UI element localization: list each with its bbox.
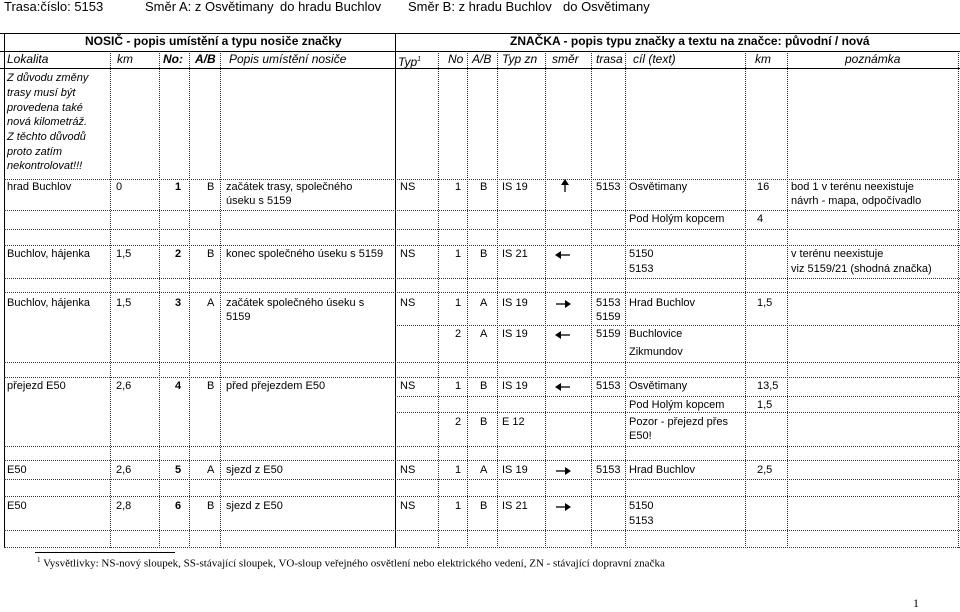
note-line: provedena také <box>7 102 83 114</box>
footnote-ref: 1 <box>417 56 422 63</box>
arrow-right-icon <box>555 299 571 309</box>
cell-sign-ab: A <box>480 328 488 340</box>
col-header-no2: No <box>448 52 464 66</box>
cell-target: Hrad Buchlov <box>629 464 696 476</box>
cell-carrier-location: konec společného úseku s 5159 <box>226 248 384 260</box>
cell-type: NS <box>400 500 416 512</box>
col-header-ab: A/B <box>195 52 216 66</box>
arrow-right-icon <box>555 502 571 512</box>
cell-sign-ab: B <box>480 416 488 428</box>
cell-sign-no: 1 <box>455 464 462 476</box>
col-header-no: No: <box>163 52 183 66</box>
col-header-type-label: Typ <box>398 55 418 69</box>
cell-no: 2 <box>175 248 182 260</box>
cell-ab: A <box>207 464 215 476</box>
cell-carrier-location: sjezd z E50 <box>226 464 283 476</box>
cell-carrier-location: před přejezdem E50 <box>226 380 326 392</box>
cell-locality: E50 <box>7 500 27 512</box>
cell-route: 5153 <box>596 380 621 392</box>
cell-no: 5 <box>175 464 182 476</box>
footnote-text: Vysvětlivky: NS-nový sloupek, SS-stávající sloupek, VO-sloup veřejného osvětlení nebo elektrického vedení, ZN - stávající dopravní značka <box>43 557 665 570</box>
cell-route: 5150 <box>629 500 654 512</box>
col-header-carrier-location: Popis umístění nosiče <box>229 52 347 66</box>
col-header-note: poznámka <box>845 52 901 66</box>
cell-ab: B <box>207 500 215 512</box>
col-header-type <box>398 53 421 69</box>
cell-sign-km: 16 <box>757 181 770 193</box>
cell-sign-no: 2 <box>455 416 462 428</box>
cell-sign-type: IS 19 <box>502 181 528 193</box>
cell-km: 1,5 <box>116 248 132 260</box>
col-header-target: cíl (text) <box>633 52 676 66</box>
cell-sign-ab: A <box>480 297 488 309</box>
cell-sign-km: 1,5 <box>757 399 773 411</box>
cell-no: 4 <box>175 380 182 392</box>
cell-carrier-location: začátek trasy, společného <box>226 181 353 193</box>
direction-b: Směr B: z hradu Buchlov <box>408 0 552 14</box>
cell-sign-no: 1 <box>455 181 462 193</box>
cell-sign-no: 1 <box>455 380 462 392</box>
cell-route: 5153 <box>596 297 621 309</box>
arrow-left-icon <box>555 250 571 260</box>
arrow-left-icon <box>555 382 571 392</box>
cell-sign-type: IS 21 <box>502 248 528 260</box>
group-header-sign: ZNAČKA - popis typu značky a textu na značce: původní / nová <box>510 34 870 48</box>
cell-route: 5159 <box>596 328 621 340</box>
cell-note: viz 5159/21 (shodná značka) <box>791 263 932 275</box>
cell-sign-ab: B <box>480 248 488 260</box>
direction-a-to: do hradu Buchlov <box>280 0 382 14</box>
cell-route: 5153 <box>596 464 621 476</box>
group-header-carrier: NOSIČ - popis umístění a typu nosiče značky <box>85 34 342 48</box>
col-header-ab2: A/B <box>472 52 492 66</box>
route-number: Trasa:číslo: 5153 <box>4 0 104 14</box>
cell-sign-type: E 12 <box>502 416 525 428</box>
cell-no: 1 <box>175 181 182 193</box>
cell-km: 2,6 <box>116 464 132 476</box>
cell-sign-ab: A <box>480 464 488 476</box>
note-line: proto zatím <box>7 146 63 158</box>
cell-sign-no: 1 <box>455 500 462 512</box>
cell-target: Osvětimany <box>629 380 688 392</box>
cell-carrier-location: 5159 <box>226 311 251 323</box>
cell-sign-type: IS 19 <box>502 297 528 309</box>
cell-km: 2,8 <box>116 500 132 512</box>
cell-type: NS <box>400 297 416 309</box>
cell-note: bod 1 v terénu neexistuje <box>791 181 914 193</box>
cell-target: Zikmundov <box>629 346 683 358</box>
page-number: 1 <box>913 596 919 610</box>
cell-locality: Buchlov, hájenka <box>7 248 90 260</box>
note-line: nová kilometráž. <box>7 116 88 128</box>
direction-b-to: do Osvětimany <box>563 0 650 14</box>
col-header-km: km <box>117 52 133 66</box>
cell-route: 5159 <box>596 311 621 323</box>
cell-target: Pod Holým kopcem <box>629 213 725 225</box>
arrow-up-icon <box>559 179 571 193</box>
cell-target: Osvětimany <box>629 181 688 193</box>
cell-sign-ab: B <box>480 500 488 512</box>
cell-km: 2,6 <box>116 380 132 392</box>
cell-km: 0 <box>116 181 123 193</box>
cell-no: 3 <box>175 297 182 309</box>
cell-type: NS <box>400 181 416 193</box>
cell-note: v terénu neexistuje <box>791 248 884 260</box>
col-header-direction: směr <box>552 52 579 66</box>
cell-locality: Buchlov, hájenka <box>7 297 90 309</box>
cell-no: 6 <box>175 500 182 512</box>
arrow-left-icon <box>555 330 571 340</box>
note-line: Z důvodu změny <box>7 72 89 84</box>
cell-carrier-location: sjezd z E50 <box>226 500 283 512</box>
cell-sign-no: 2 <box>455 328 462 340</box>
note-line: nekontrolovat!!! <box>7 160 83 172</box>
cell-sign-no: 1 <box>455 248 462 260</box>
cell-sign-ab: B <box>480 181 488 193</box>
col-header-km2: km <box>755 52 771 66</box>
cell-route: 5153 <box>629 263 654 275</box>
cell-sign-type: IS 21 <box>502 500 528 512</box>
direction-a: Směr A: z Osvětimany <box>145 0 274 14</box>
cell-km: 1,5 <box>116 297 132 309</box>
cell-type: NS <box>400 464 416 476</box>
cell-target: Pozor - přejezd přes <box>629 416 729 428</box>
cell-target: Hrad Buchlov <box>629 297 696 309</box>
col-header-locality: Lokalita <box>7 52 49 66</box>
cell-sign-km: 4 <box>757 213 764 225</box>
cell-ab: B <box>207 248 215 260</box>
cell-sign-ab: B <box>480 380 488 392</box>
cell-route: 5153 <box>596 181 621 193</box>
cell-ab: B <box>207 380 215 392</box>
cell-sign-km: 13,5 <box>757 380 779 392</box>
cell-ab: A <box>207 297 215 309</box>
note-line: trasy musí být <box>7 87 76 99</box>
cell-sign-km: 2,5 <box>757 464 773 476</box>
cell-target: Buchlovice <box>629 328 683 340</box>
cell-target: Pod Holým kopcem <box>629 399 725 411</box>
cell-ab: B <box>207 181 215 193</box>
arrow-right-icon <box>555 466 571 476</box>
note-line: Z těchto důvodů <box>7 131 86 143</box>
footnote-mark: 1 <box>37 556 41 564</box>
cell-sign-no: 1 <box>455 297 462 309</box>
col-header-route: trasa <box>596 52 623 66</box>
cell-locality: E50 <box>7 464 27 476</box>
cell-route: 5153 <box>629 515 654 527</box>
cell-target: E50! <box>629 430 652 442</box>
cell-carrier-location: úseku s 5159 <box>226 195 292 207</box>
cell-route: 5150 <box>629 248 654 260</box>
cell-carrier-location: začátek společného úseku s <box>226 297 365 309</box>
cell-type: NS <box>400 380 416 392</box>
cell-note: návrh - mapa, odpočívadlo <box>791 195 922 207</box>
cell-type: NS <box>400 248 416 260</box>
col-header-sign-type: Typ zn <box>502 52 538 66</box>
cell-sign-km: 1,5 <box>757 297 773 309</box>
cell-locality: hrad Buchlov <box>7 181 72 193</box>
cell-sign-type: IS 19 <box>502 380 528 392</box>
cell-sign-type: IS 19 <box>502 328 528 340</box>
cell-locality: přejezd E50 <box>7 380 66 392</box>
cell-sign-type: IS 19 <box>502 464 528 476</box>
footnote <box>37 556 665 570</box>
